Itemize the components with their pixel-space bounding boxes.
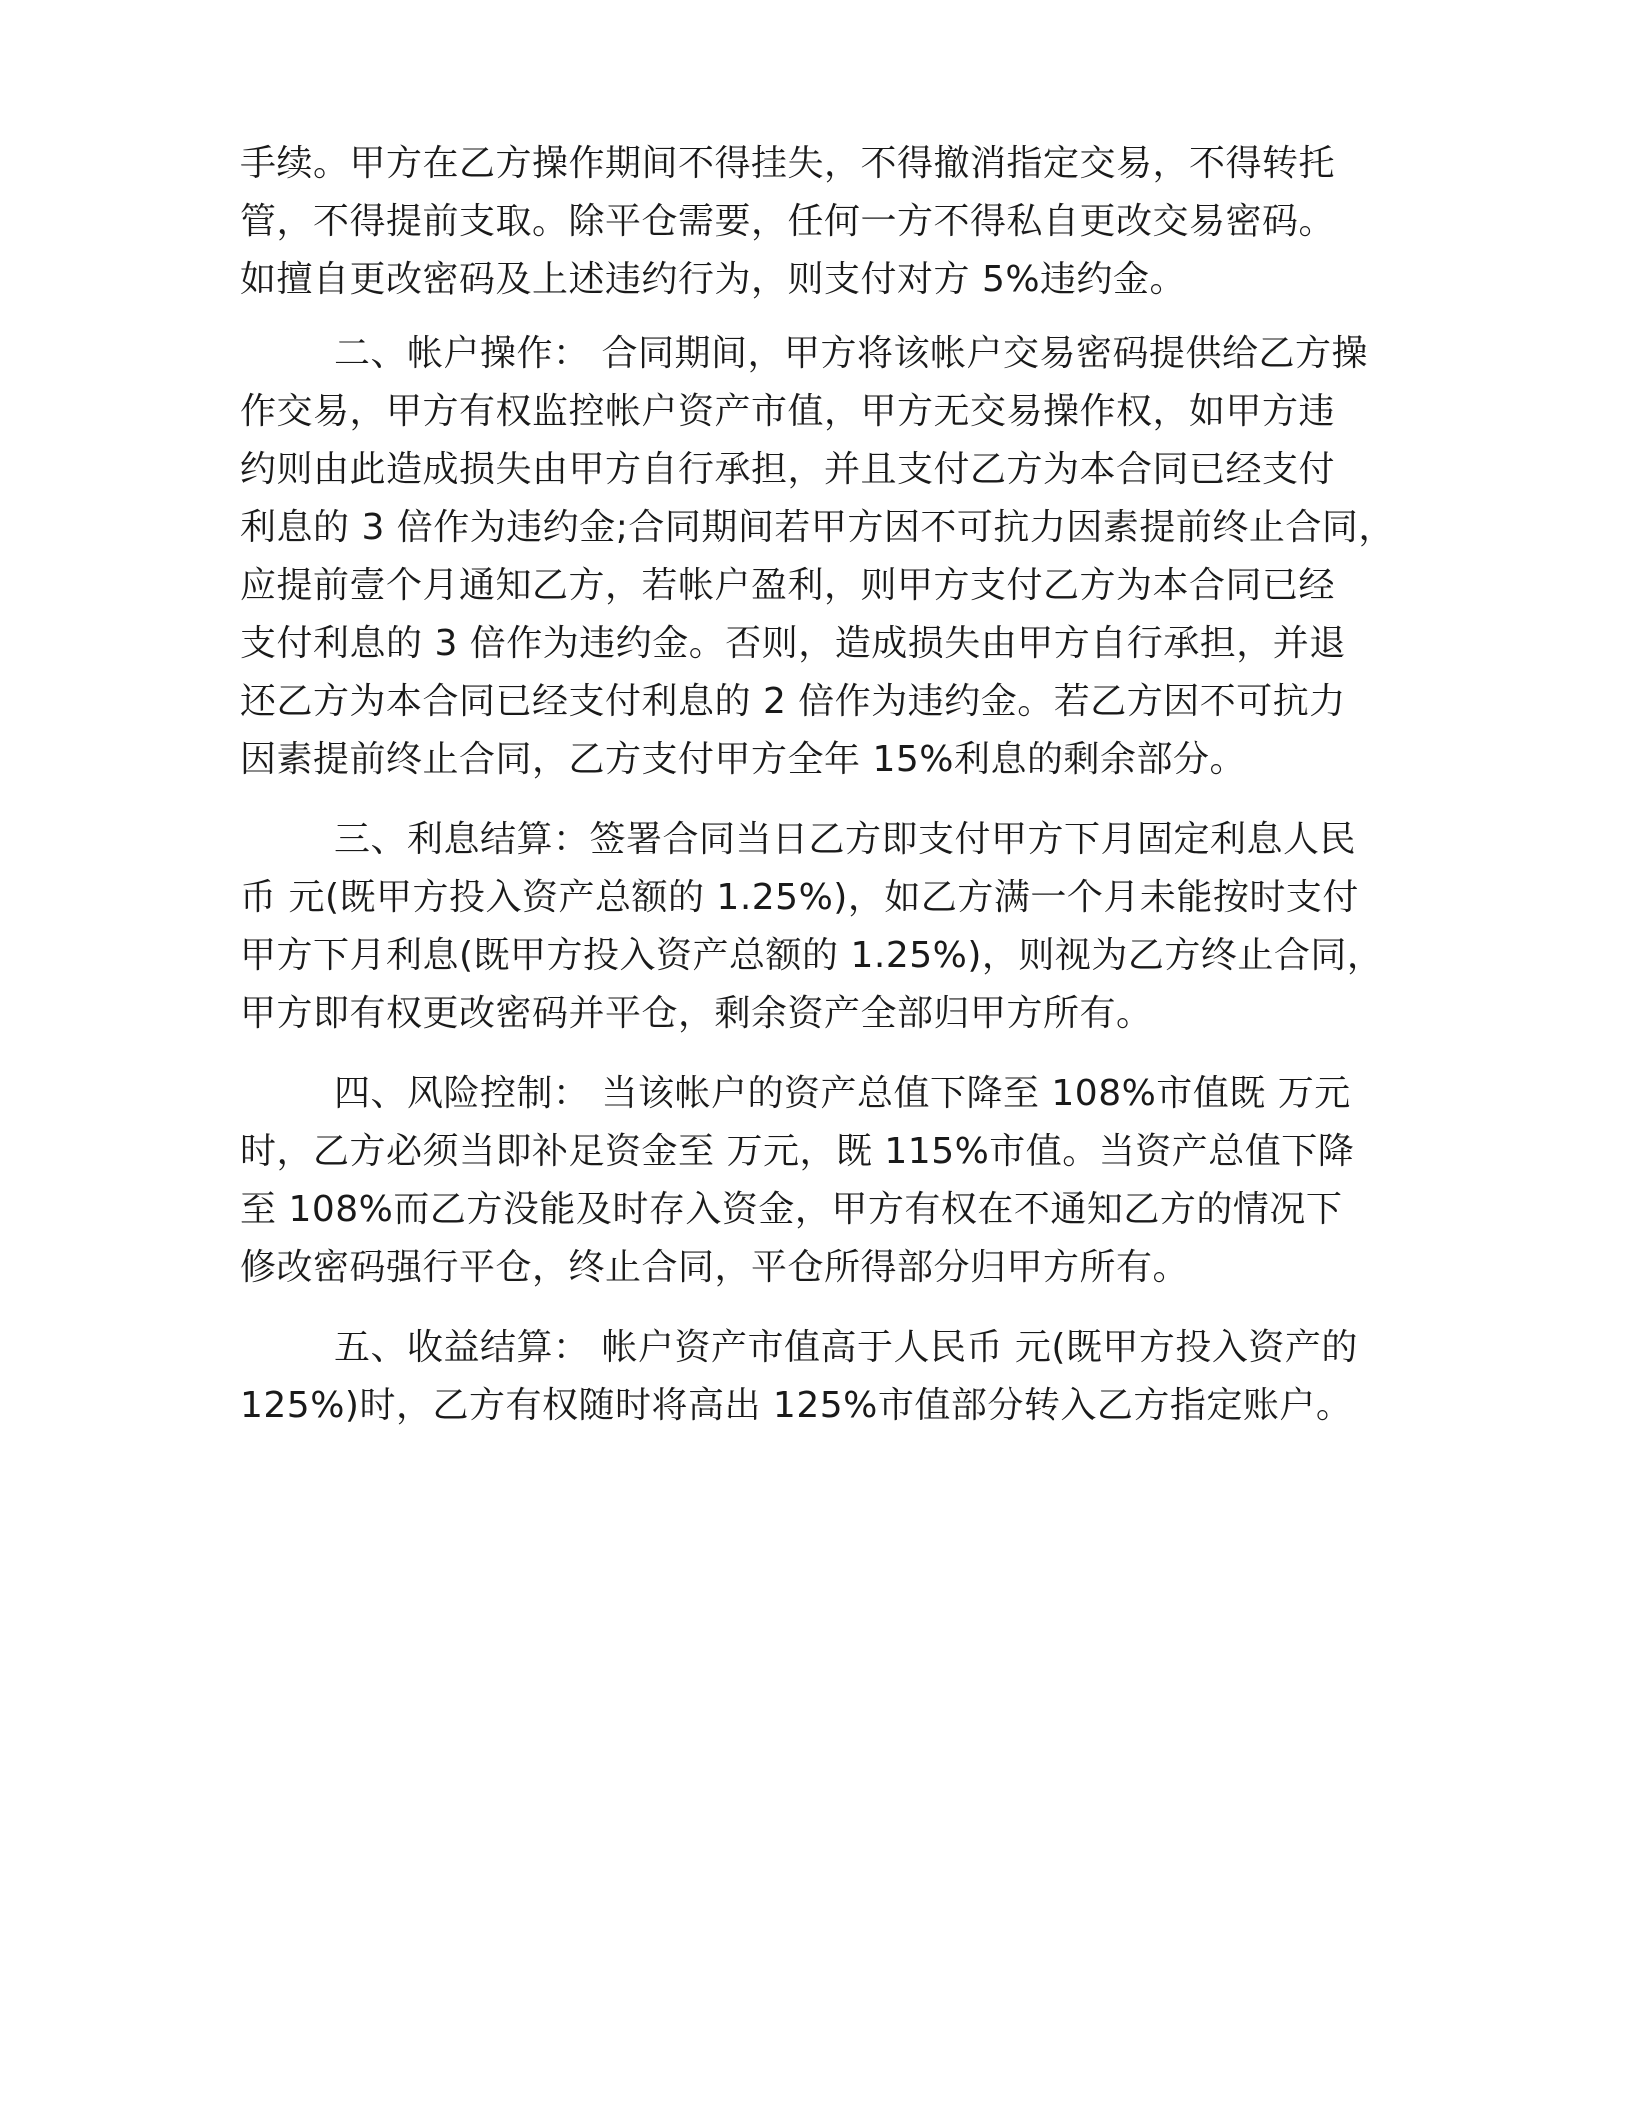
section-line: 时，乙方必须当即补足资金至 万元，既 115%市值。当资产总值下降 bbox=[240, 1131, 1355, 1172]
section-line: 作交易，甲方有权监控帐户资产市值，甲方无交易操作权，如甲方违 bbox=[240, 391, 1336, 432]
section-line: 利息的 3 倍作为违约金;合同期间若甲方因不可抗力因素提前终止合同， bbox=[240, 507, 1395, 548]
section-line: 币 元(既甲方投入资产总额的 1.25%)，如乙方满一个月未能按时支付 bbox=[240, 877, 1359, 918]
section-line: 修改密码强行平仓，终止合同，平仓所得部分归甲方所有。 bbox=[240, 1247, 1190, 1288]
section-line: 125%)时，乙方有权随时将高出 125%市值部分转入乙方指定账户。 bbox=[240, 1385, 1353, 1426]
section-line: 应提前壹个月通知乙方，若帐户盈利，则甲方支付乙方为本合同已经 bbox=[240, 565, 1336, 606]
section-line: 甲方下月利息(既甲方投入资产总额的 1.25%)，则视为乙方终止合同， bbox=[240, 935, 1384, 976]
section-account-operation-heading-line: 二、帐户操作： 合同期间，甲方将该帐户交易密码提供给乙方操 bbox=[334, 333, 1368, 374]
section-line: 甲方即有权更改密码并平仓，剩余资产全部归甲方所有。 bbox=[240, 993, 1153, 1034]
section-risk-control-heading-line: 四、风险控制： 当该帐户的资产总值下降至 108%市值既 万元 bbox=[334, 1073, 1351, 1114]
section-line: 约则由此造成损失由甲方自行承担，并且支付乙方为本合同已经支付 bbox=[240, 449, 1336, 490]
section-line: 因素提前终止合同，乙方支付甲方全年 15%利息的剩余部分。 bbox=[240, 739, 1246, 780]
section-line: 至 108%而乙方没能及时存入资金，甲方有权在不通知乙方的情况下 bbox=[240, 1189, 1343, 1230]
section-profit-settlement-heading-line: 五、收益结算： 帐户资产市值高于人民币 元(既甲方投入资产的 bbox=[334, 1327, 1358, 1368]
section-line: 还乙方为本合同已经支付利息的 2 倍作为违约金。若乙方因不可抗力 bbox=[240, 681, 1346, 722]
section-line: 支付利息的 3 倍作为违约金。否则，造成损失由甲方自行承担，并退 bbox=[240, 623, 1346, 664]
intro-line: 手续。甲方在乙方操作期间不得挂失，不得撤消指定交易，不得转托 bbox=[240, 143, 1336, 184]
intro-line: 如擅自更改密码及上述违约行为，则支付对方 5%违约金。 bbox=[240, 259, 1187, 300]
intro-line: 管，不得提前支取。除平仓需要，任何一方不得私自更改交易密码。 bbox=[240, 201, 1336, 242]
section-interest-settlement-heading-line: 三、利息结算：签署合同当日乙方即支付甲方下月固定利息人民 bbox=[334, 819, 1357, 860]
